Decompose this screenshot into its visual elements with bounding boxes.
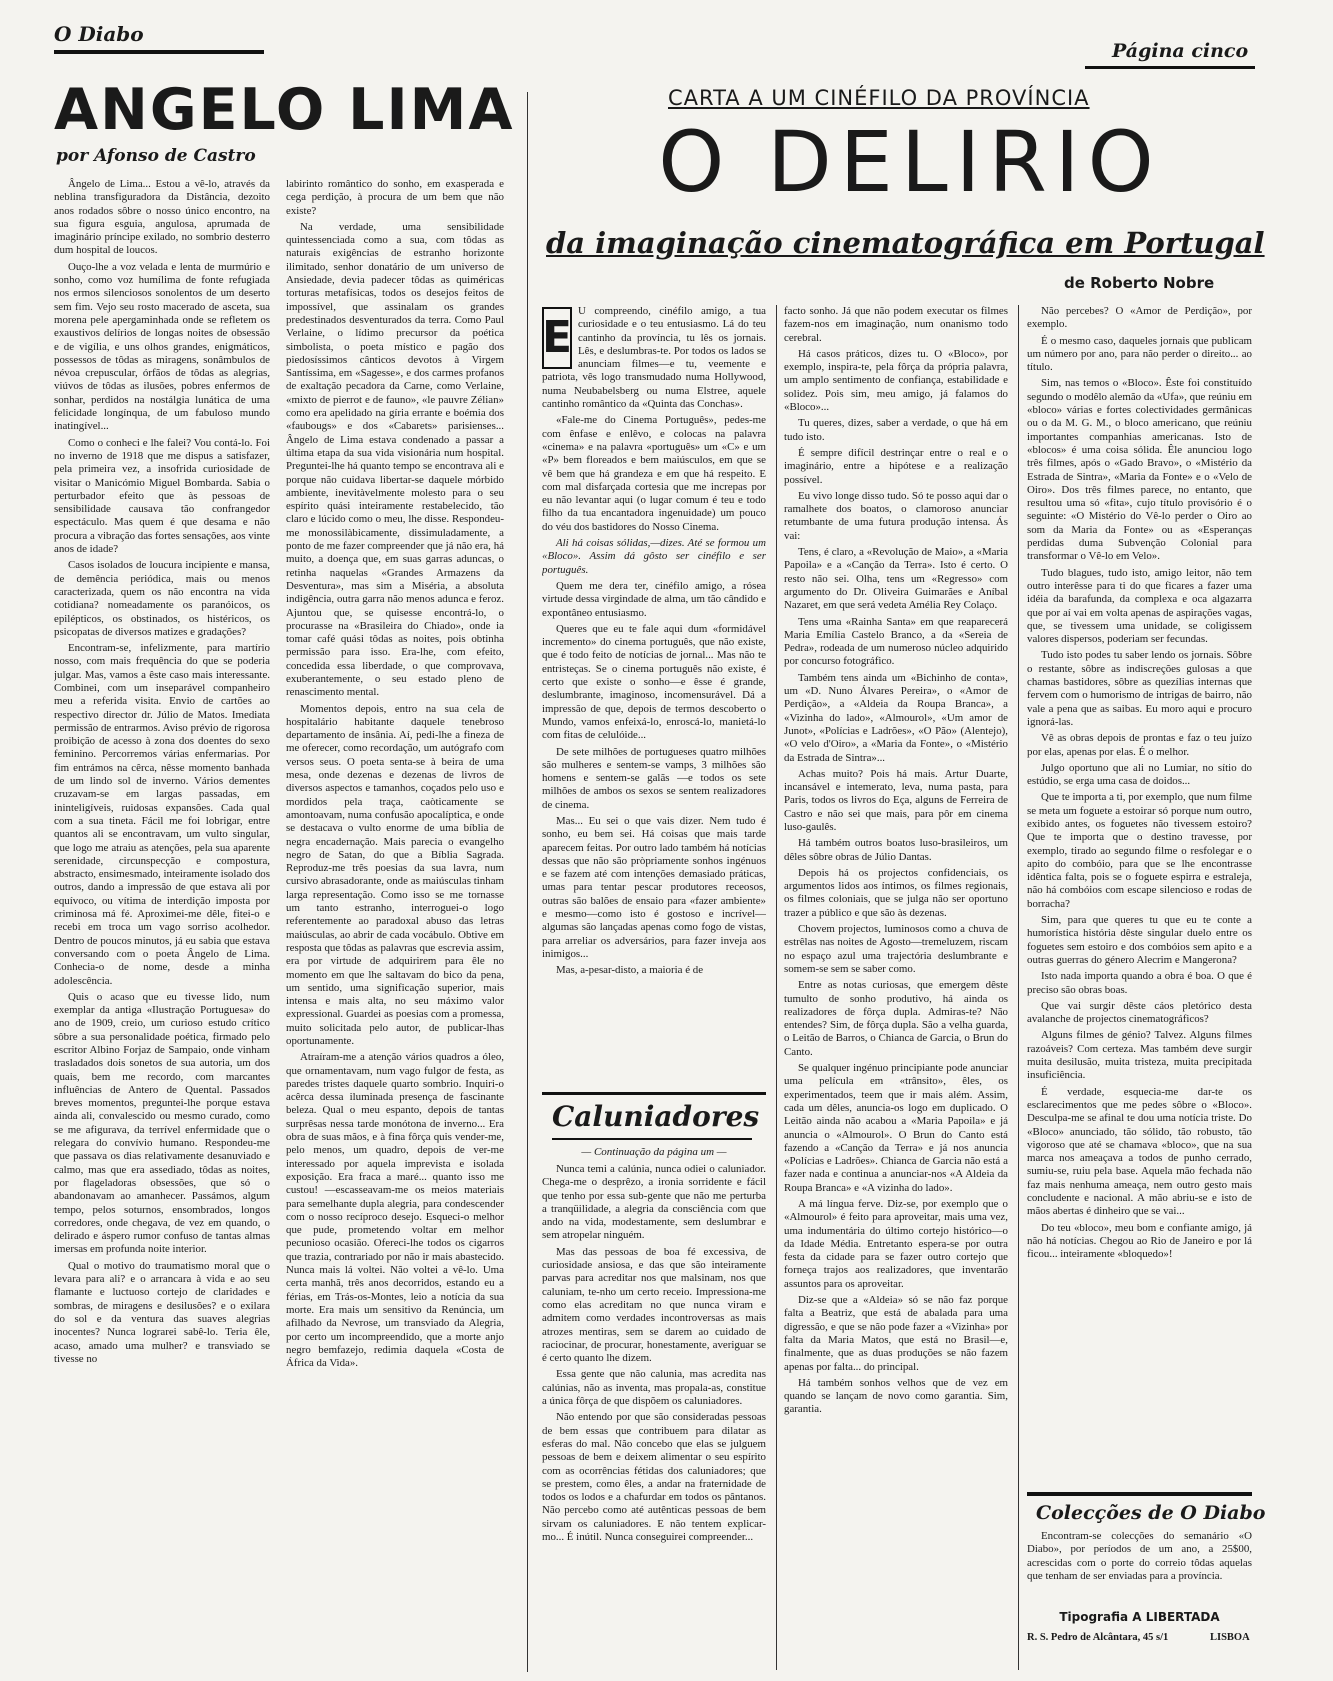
angelo-paragraph: Qual o motivo do traumatismo moral que o levara para ali? e o arrancara à vida e ao seu flamante e luctuoso cortejo de claridades e sombras, de miragens e desilusões? e o exilara do sol e da ventura das suaves alegrias inocentes? Nunca lograrei sabê-lo. Teria êle, acaso, amado uma mulher? e transviado se tivesse no bbox=[54, 1259, 270, 1365]
angelo-column-2 bbox=[286, 178, 504, 1666]
delirio-paragraph: Sim, para que queres tu que eu te conte a humorística história dêste singular duelo entre os foguetes sem estoiro e dos combóios sem apito e a outras guerras do género Alecrim e Mangerona? bbox=[1027, 914, 1252, 966]
delirio-paragraph: facto sonho. Já que não podem executar os filmes fazem-nos em imaginação, num onanismo todo cerebral. bbox=[784, 305, 1008, 344]
delirio-paragraph: Entre as notas curiosas, que emergem dêste tumulto de sonho produtivo, há ainda os realizadores de fôrça dupla. Admiras-te? Não entendes? Sim, de fôrça dupla. São a velha guarda, o Leitão de Barros, o Chianca de Garcia, o Brun do Canto. bbox=[784, 979, 1008, 1058]
delirio-paragraph: Tudo isto podes tu saber lendo os jornais. Sôbre o restante, sôbre as indiscreções gulosas a que chamas bastidores, sôbre as quezílias internas que fervem com o humorismo de intrigas de bairro, não vale a pena que as saibas. Eu moro aqui e procuro ignorá-las. bbox=[1027, 649, 1252, 728]
angelo-paragraph: Na verdade, uma sensibilidade quintessenciada como a sua, com tôdas as naturais exigências de estranho horizonte ilimitado, senhor donatário de um universo de Ansiedade, devia padecer tôdas as quiméricas torturas metafísicas, todos os desejos feitos de impossível, que assinalam os grandes predestinados desventurados da terra. Como Paul Verlaine, o lídimo precursor da poética simbolista, o poeta místico e pagão dos piedosíssimos cânticos devotos à Virgem Santíssima, em «Sagesse», e dos carmes profanos de exaltação pecadora da Carne, como Verlaine, «mixto de pierrot e de fauno», «le pauvre Zélian» como era apelidado na gíria errante e boémia dos «faubougs» e dos «Cabarets» parisienses... Ângelo de Lima estava condenado a passar a última etapa da sua vida visionária num hospital. Preguntei-lhe há quanto tempo se encontrava ali e porque não cuidava libertar-se daquele mórbido ambiente, inevitàvelmente molesto para o seu espírito quási inteiramente restabelecido, tão claro e lúcido como o meu, lhe disse. Respondeu-me monossilàbicamente, dissimuladamente, a ponto de me fazer compreender que já não era, há muito, a doença que, em suas garras aduncas, o retinha naquelas «Grandes Armazens da Desventura», mas sim a Miséria, a absoluta indigência, outra garra não menos adunca e feroz. Ajuntou que, se quisesse encontrá-lo, o procurasse na «Brasileira do Chiado», onde ia tomar café quási tôdas as noites, pois obtinha permissão para isso. Era-lhe, com efeito, concedida essa liberdade, o que comprovava, exuberantemente, o seu estado pleno de renascimento mental. bbox=[286, 220, 504, 699]
angelo-paragraph: Ângelo de Lima... Estou a vê-lo, através da neblina transfiguradora da Distância, dezoito anos rodados sôbre o nosso único encontro, na sua figura esguia, angulosa, aprumada de imaginário príncipe exilado, no sombrio desterro dum hospital de loucos. bbox=[54, 178, 270, 257]
delirio-column-1 bbox=[542, 305, 766, 1085]
header-rule-left bbox=[54, 50, 264, 54]
caluniadores-body bbox=[542, 1163, 766, 1668]
angelo-paragraph: Momentos depois, entro na sua cela de hospitalário habitante daquele tenebroso departamento de insânia. Aí, pedi-lhe a fineza de me oferecer, como recordação, um autógrafo com versos seus. O poeta senta-se à beira de uma mesa, onde dezenas e dezenas de livros de diversos aspectos e tamanhos, coçados pelo uso e mordidos pela traça, caòticamente se amontoavam, numa confusão apocalíptica, e onde se destacava o vulto enorme de uma bíblia de negra encadernação. Mais parecia o evangelho negro de Satan, do que a Bíblia Sagrada. Reproduz-me três poesias da sua lavra, num cursivo abrasadorante, onde as maiúsculas tinham larga representação. Como isso se me tornasse um tanto estranho, interroguei-o logo referentemente ao paradoxal abuso das letras maiúsculas, ao abrir de cada vocábulo. Obtive em resposta que tôdas as palavras que escrevia assim, era por virtude de adquirirem para êle no momento em que lhe saltavam do bico da pena, um sentido, uma significação superior, mais intensa e mais alta, no seu máximo valor expressional. Guardei as poesias com a promessa, muito solicitada pelo autor, de publicar-lhas oportunamente. bbox=[286, 702, 504, 1047]
delirio-paragraph: Achas muito? Pois há mais. Artur Duarte, incansável e intemerato, leva, numa pasta, para Paris, todos os livros do Eça, alguns de Ferreira de Castro e não sei que mais, para pôr em cinema luso-gaulês. bbox=[784, 767, 1008, 833]
delirio-paragraph: Diz-se que a «Aldeia» só se não faz porque falta a Beatriz, que está de abalada para uma digressão, e que se não pode fazer a «Vizinha» por falta da Maria Matos, que está no Brasil—e, finalmente, que as duas produções se não fazem apenas por falta... do principal. bbox=[784, 1294, 1008, 1373]
masthead-left: O Diabo bbox=[54, 22, 144, 46]
delirio-paragraph: Mas... Eu sei o que vais dizer. Nem tudo é sonho, eu bem sei. Há coisas que mais tarde aparecem feitas. Por outro lado também há notícias dessas que não são pròpriamente sonhos ingénuos e se fazem até com intenções demasiado práticas, umas para tentar pescar produtores receosos, outras são balões de ensaio para «fazer ambiente» e mesmo—como isto é gostoso e incrível—algumas são lançadas apenas como fogo de vistas, para arreliar os adversários, para fazer inveja aos inimigos... bbox=[542, 814, 766, 960]
delirio-column-2 bbox=[784, 305, 1008, 1668]
dropcap-letter: E bbox=[542, 312, 573, 363]
angelo-paragraph: Encontram-se, infelizmente, para martírio nosso, com mais frequência do que se poderia julgar. Mas, vamos a êste caso mais interessante. Combinei, com um inseparável companheiro meu a referida visita. Envio de cartões ao respectivo director dr. Júlio de Matos. Imediata permissão de entrarmos. Aviso prévio de rigorosa proibição de acesso à zona dos doentes do sexo feminino. Percorremos várias enfermarias. Por fim entrámos na cêrca, nêsse momento banhada de um lindo sol de inverno. Vários dementes cruzavam-se em largas passadas, em ininteligíveis, ruidosas expansões. Cada qual com a sua tineta. Fácil me foi lobrigar, entre quantos ali se encontravam, um vulto singular, que logo me atraiu as atenções, pela sua aparente serenidade, circunspecção e compostura, abstracto, ensimesmado, inteiramente isolado dos outros, dando a impressão de que estava ali por equívoco, ou vítima de interdição imposta por criminosa má fé. Aproximei-me dêle, fitei-o e recebi em troca um vago sorriso acolhedor. Dentro de poucos minutos, já eu sabia que estava conversando com o poeta Ângelo de Lima. Conhecia-o de nome, desde a minha adolescência. bbox=[54, 642, 270, 987]
delirio-kicker: CARTA A UM CINÉFILO DA PROVÍNCIA bbox=[668, 86, 1090, 110]
coleccoes-top-rule bbox=[1027, 1492, 1252, 1496]
caluniadores-paragraph: Essa gente que não calunia, mas acredita nas calúnias, não as inventa, mas propala-as, constitue a única fôrça de que dispõem os caluniadores. bbox=[542, 1368, 766, 1408]
delirio-paragraph: «Fale-me do Cinema Português», pedes-me com ênfase e enlêvo, e colocas na palavra «cinema» e na palavra «português» um «C» e um «P» bem floreados e bem maiúsculos, em que se vê bem que há grandeza e em que há respeito. E com mal disfarçada cortesia que me increpas por eu não levantar aqui (o lugar comum é teu e todo filho da tua encantadora ingenuidade) um pouco do véu dos bastidores do Nosso Cinema. bbox=[542, 414, 766, 533]
delirio-paragraph: É o mesmo caso, daqueles jornais que publicam um número por ano, para não perder o direito... ao título. bbox=[1027, 334, 1252, 374]
column-divider bbox=[527, 92, 528, 1672]
delirio-paragraph: Sim, nas temos o «Bloco». Êste foi constituído segundo o modêlo alemão da «Ufa», que reúniu em «bloco» várias e fortes colectividades germânicas ou o da M. G. M., o bloco americano, que reúniu importantes companhias americanas. Isto de «blocos» é uma coisa sólida. Êle anunciou logo três filmes, após o «Gado Bravo», o «Mistério da Estrada de Sintra», «Maria da Fonte» e o «Velo de Oiro». Dos três filmes parece, no entanto, que resultou uma só «fita», cujo título provisório é o seguinte: «O Mistério do Vê-lo perder o Oiro ao som da Maria da Fonte» ou as «Esperanças perdidas duma Subvenção Colonial para transformar o Vê-lo em Velo». bbox=[1027, 377, 1252, 563]
caluniadores-paragraph: Mas das pessoas de boa fé excessiva, de curiosidade ansiosa, e das que são inteiramente parvas para acreditar nos que malsinam, nos que caluniam, te-nho um certo receio. Impressiona-me como elas acreditam no que nunca viram e admitem como verdades incontroversas as mais atrozes mentiras, sem se darem ao cuidado de raciocinar, de procurar, honestamente, averiguar se é certo quanto lhe dizem. bbox=[542, 1245, 766, 1365]
delirio-paragraph: De sete milhões de portugueses quatro milhões são mulheres e sentem-se vamps, 3 milhões são homens e sentem-se galãs —e todos os sete milhões de ambos os sexos se sentem realizadores de cinema. bbox=[542, 745, 766, 811]
angelo-paragraph: Atraíram-me a atenção vários quadros a óleo, que ornamentavam, num vago fulgor de festa, as paredes tristes daquele quarto sombrio. Inquiri-o acêrca dessa iluminada presença de fascinante beleza. Qual o meu espanto, depois de tantas surprêsas nessa tarde monótona de inverno... Era obra de suas mãos, e à fina fôrça quis vender-me, pelo menos, um quadro, depois de ver-me interessado por aquela imprevista e isolada exposição. Era fraca a maré... quanto isso me custou! —escasseavam-me os meios materiais para semelhante dupla alegria, para condescender com o nosso recíproco desejo. Esqueci-o melhor que pude, prometendo voltar em melhor pecunioso ocasião. Ofereci-lhe todos os cigarros que trazia, contrariado por não ir mais abastecido. Nunca mais lá voltei. Não voltei a vê-lo. Uma certa manhã, três anos decorridos, estando eu a férias, em Trás-os-Montes, leio a notícia da sua morte. Era mais um sensitivo da Renúncia, um afilhado da Nevrose, um transviado da Alegria, por certo um incompreendido, que a morte anjo negro bemfazejo, redimia daquela «Costa de África da Vida». bbox=[286, 1051, 504, 1370]
delirio-subhead: da imaginação cinematográfica em Portugal bbox=[546, 226, 1265, 260]
caluniadores-underline bbox=[552, 1138, 752, 1140]
delirio-paragraph: Há também sonhos velhos que de vez em quando se lançam de novo como garantia. Sim, garantia. bbox=[784, 1376, 1008, 1416]
caluniadores-paragraph: Nunca temi a calúnia, nunca odiei o caluniador. Chega-me o desprêzo, a ironia sorridente e fácil que tenho por essa sub-gente que não me perturba a tranqüilidade, a alegria da consciência com que ando na vida, modestamente, sem deslumbrar e sem atropelar ninguém. bbox=[542, 1163, 766, 1242]
caluniadores-title: Caluniadores bbox=[552, 1100, 760, 1133]
delirio-paragraph: Tens uma «Rainha Santa» em que reaparecerá Maria Emília Castelo Branco, a da «Sereia de Pedra», rodeada de um numeroso núcleo adquirido por concurso fotográfico. bbox=[784, 615, 1008, 668]
caluniadores-paragraph: Não entendo por que são consideradas pessoas de bem essas que contribuem para dilatar as esferas do mal. Não concebo que elas se julguem pessoas de bem e deixem alimentar o seu espírito com as ocorrências fétidas dos caluniadores; que se prestem, como êles, a andar na fraternidade de todos os lodos e a chafurdar em todos os pântanos. Não percebo como até autênticas pessoas de bem sirvam os caluniadores. E não tentem explicar-mo... É inútil. Nunca conseguirei compreender... bbox=[542, 1411, 766, 1544]
printer-address: R. S. Pedro de Alcântara, 45 s/1 bbox=[1027, 1632, 1169, 1643]
delirio-paragraph: Que te importa a ti, por exemplo, que num filme se meta um foguete a estoirar só porque num outro, exibido antes, os foguetes não tivessem estoiro? Que te importa que o destino travesse, por exemplo, tirado ao segundo filme o resfolegar e o apito do combóio, para que se lhe encontrasse idêntica falta, pois se o foguete espirra e estraleja, não há combóios com escape silencioso e rodas de borracha? bbox=[1027, 791, 1252, 910]
delirio-paragraph: Também tens ainda um «Bichinho de conta», um «D. Nuno Álvares Pereira», o «Amor de Perdição», a «Aldeia da Roupa Branca», a «Vizinha do lado», «Almourol», «Um amor de Junot», «Polícias e Ladrões», «O Pão» (Alentejo), «O velo d'Oiro», a «Maria da Fonte», o «Mistério da Estrada de Sintra»... bbox=[784, 671, 1008, 764]
delirio-paragraph: Não percebes? O «Amor de Perdição», por exemplo. bbox=[1027, 305, 1252, 331]
delirio-paragraph: Mas, a-pesar-disto, a maioria é de bbox=[556, 964, 704, 977]
delirio-paragraph: Tudo blagues, tudo isto, amigo leitor, não tem outro interêsse para ti do que ficares a fazer uma idéia da barafunda, da complexa e oca algazarra que por aí vai em volta apenas de aspirações vagas, que, se tivessem uma unidade, se coligissem valores dispersos, poderiam ser fecundas. bbox=[1027, 566, 1252, 646]
delirio-paragraph: Se qualquer ingénuo principiante pode anunciar uma película em «trânsito», êles, os experimentados, teem que ir mais além. Assim, cada um dêles, anuncia-os logo em duplicado. O Leitão ainda não acabou a «Maria Papoila» e já anuncia o «Almourol». O Brun do Canto está fazendo a «Canção da Terra» e já nos anuncia «Polícias e Ladrões». Chianca de Garcia não está a fazer nada e continua a anunciar-nos «A Aldeia da Roupa Branca» e «A vizinha do lado». bbox=[784, 1062, 1008, 1194]
dropcap-frame bbox=[542, 307, 572, 369]
header-rule-right bbox=[1085, 66, 1255, 69]
angelo-paragraph: Quis o acaso que eu tivesse lido, num exemplar da antiga «Ilustração Portuguesa» do ano de 1909, creio, um curioso estudo crítico sôbre a sua personalidade poética, firmado pelo escritor Albino Forjaz de Sampaio, onde vinham trasladados dois sonetos de sua autoria, um dos quais, bem me recordo, com marcantes influências de Antero de Quental. Passados breves momentos, preguntei-lhe porque estava ainda ali, convalescido ou mesmo curado, como se me afigurava, da terrível enfermidade que o relegara do convívio humano. Respondeu-me que passava os dias relativamente desanuviado e calmo, mas que era assediado, tôdas as noites, por flageladoras obsessões, que só o abandonavam ao amanhecer. Passámos, algum tempo, pelos soturnos, ensombrados, longos corredores, onde chegava, de vez em quando, o delirado e áspero rumor confuso de tantas almas imersas em profunda noite interior. bbox=[54, 990, 270, 1256]
printer-city: LISBOA bbox=[1210, 1632, 1250, 1643]
delirio-paragraph: Tu queres, dizes, saber a verdade, o que há em tudo isto. bbox=[784, 417, 1008, 443]
delirio-byline: de Roberto Nobre bbox=[1064, 274, 1215, 292]
angelo-paragraph: Como o conheci e lhe falei? Vou contá-lo. Foi no inverno de 1918 que me dispus a satisfazer, pela primeira vez, a insofrida curiosidade de visitar o Manicómio Miguel Bombarda. Sabia o perturbador efeito que às pessoas de sensibilidade causava tão confrangedor espectáculo. Mas quem é que desama e não procura a vibração das fortes sensações, aos vinte anos de idade? bbox=[54, 436, 270, 556]
delirio-paragraph: Queres que eu te fale aqui dum «formidável incremento» do cinema português, que não existe, que é todo feito de notícias de jornal... Mas não te entristeças. Se o cinema português não existe, é certo que existe o sonho—e êsse é grande, deslumbrante, imaginoso, incomensurável. Dá a impressão de que, depois de termos descoberto o Mundo, vamos enfeixá-lo, enroscá-lo, manietá-lo com fitas de celulóide... bbox=[542, 622, 766, 742]
delirio-paragraph: Isto nada importa quando a obra é boa. O que é preciso são obras boas. bbox=[1027, 970, 1252, 996]
angelo-paragraph: Casos isolados de loucura incipiente e mansa, de demência periódica, mais ou menos caracterizada, quem os não encontra na vida cotidiana? nomeadamente os paranóicos, os epilépticos, os obstinados, os histéricos, os psicopatas de diversos matizes e gradações? bbox=[54, 559, 270, 638]
angelo-headline: ANGELO LIMA bbox=[54, 77, 515, 143]
coleccoes-body bbox=[1027, 1530, 1252, 1594]
column-divider bbox=[1018, 305, 1019, 1670]
caluniadores-continuation: — Continuação da página um — bbox=[581, 1146, 727, 1158]
delirio-paragraph: Há casos práticos, dizes tu. O «Bloco», por exemplo, inspira-te, pela fôrça da própria palavra, um amplo sentimento de confiança, estabilidade e solidez. Pois sim, meu amigo, já falamos do «Bloco»... bbox=[784, 347, 1008, 414]
angelo-paragraph: labirinto romântico do sonho, em exasperada e cega perdição, à procura de um bem que não existe? bbox=[286, 178, 504, 217]
delirio-paragraph: Há também outros boatos luso-brasileiros, um dêles sôbre obras de Júlio Dantas. bbox=[784, 837, 1008, 863]
delirio-paragraph: Vê as obras depois de prontas e faz o teu juízo por elas, apenas por elas. É o melhor. bbox=[1027, 732, 1252, 758]
caluniadores-top-rule bbox=[542, 1092, 766, 1095]
delirio-paragraph: U compreendo, cinéfilo amigo, a tua curiosidade e o teu entusiasmo. Lá do teu cantinho da província, tu lês os jornais. Lês, e deslumbras-te. Por todos os lados se anunciam filmes—e tu, veemente e patriota, vês logo transmudado numa Hollywood, numa Neubabelsberg ou numa Elstree, aquele cantinho romântico da «Quinta das Conchas». bbox=[542, 305, 766, 411]
angelo-column-1 bbox=[54, 178, 270, 1666]
delirio-headline: O DELIRIO bbox=[658, 113, 1162, 211]
printer-name: Tipografia A LIBERTADA bbox=[1059, 1610, 1220, 1624]
delirio-paragraph: Alguns filmes de génio? Talvez. Alguns filmes razoáveis? Com certeza. Mas também deve surgir muita desilusão, muita tristeza, muita precipitada insuficiência. bbox=[1027, 1029, 1252, 1082]
delirio-paragraph: A má língua ferve. Diz-se, por exemplo que o «Almourol» é feito para aproveitar, mais uma vez, uma indumentária do último cortejo histórico—o da Idade Média. Entretanto espera-se por outra festa da cidade para se fazer outro cortejo que forneça trajos aos realizadores, que inventarão assuntos para os aproveitar. bbox=[784, 1198, 1008, 1290]
delirio-paragraph: Julgo oportuno que ali no Lumiar, no sítio do estúdio, se erga uma casa de doidos... bbox=[1027, 761, 1252, 788]
delirio-paragraph: Que vai surgir dêste cáos pletórico desta avalanche de projectos cinematográficos? bbox=[1027, 999, 1252, 1026]
angelo-paragraph: Ouço-lhe a voz velada e lenta de murmúrio e sonho, como voz humílima de fonte refugiada nos ermos silenciosos sonolentos de um deserto sem fim. Vejo seu rosto macerado de asceta, sua morena pele apergaminhada onde se refletem os exaustivos delírios de longas noites de obsessão e de vigília, e uns olhos grandes, enigmáticos, possessos de tôdas as miragens, sonâmbulos de névoa crepuscular, órfãos de tôdas as alegrias, viúvos de tôdas as ilusões, pobres enfermos de sonhar, perdidos na nostálgia lunática de uma felicidade longínqua, de um fabuloso mundo inatingível... bbox=[54, 260, 270, 433]
delirio-paragraph: Eu vivo longe disso tudo. Só te posso aqui dar o ramalhete dos boatos, o clamoroso anunciar retumbante de uma futura produção intensa. Ás vai: bbox=[784, 489, 1008, 542]
coleccoes-title: Colecções de O Diabo bbox=[1036, 1502, 1266, 1524]
coleccoes-text: Encontram-se colecções do semanário «O Diabo», por períodos de um ano, a 25$00, acrescidas com o porte do correio tôdas aquelas que tenham de ser enviadas para a província. bbox=[1027, 1530, 1252, 1582]
delirio-paragraph: É verdade, esquecia-me dar-te os esclarecimentos que me pedes sôbre o «Bloco». Desculpa-me se afinal te dou uma notícia triste. Do «Bloco» anunciado, tão sólido, tão robusto, tão vigoroso que até se chamava «bloco», que na sua marca nos ameaçava a todos de punho cerrado, sumiu-se, ruiu pela base. Aquela mão fechada não faz mais nenhuma ameaça, nem outro gesto mais concludente e nacional. A mão abriu-se e isto de mãos abertas é dinheiro que se vai... bbox=[1027, 1085, 1252, 1218]
delirio-paragraph: Depois há os projectos confidenciais, os argumentos lidos aos íntimos, os filmes regionais, os filmes coloniais, que se julga não ser oportuno trazer a público e que são às dezenas. bbox=[784, 866, 1008, 919]
delirio-paragraph: Quem me dera ter, cinéfilo amigo, a rósea virtude dessa virgindade de alma, um tão cândido e expontâneo entusiasmo. bbox=[542, 579, 766, 619]
column-divider bbox=[776, 305, 777, 1670]
angelo-byline: por Afonso de Castro bbox=[56, 146, 256, 166]
delirio-paragraph: Ali há coisas sólidas,—dizes. Até se formou um «Bloco». Assim dá gôsto ser cinéfilo e ser português. bbox=[542, 537, 766, 576]
delirio-paragraph: Tens, é claro, a «Revolução de Maio», a «Maria Papoila» e a «Canção da Terra». Isto é certo. O resto não sei. Olha, tens um «Regresso» com argumento do Dr. Oliveira Guimarães e Aníbal Nazaret, em que será vedeta Amélia Rey Colaço. bbox=[784, 546, 1008, 612]
delirio-column-3 bbox=[1027, 305, 1252, 1485]
delirio-paragraph: É sempre difícil destrinçar entre o real e o imaginário, entre a hipótese e a realização possível. bbox=[784, 446, 1008, 486]
delirio-paragraph: Chovem projectos, luminosos como a chuva de estrêlas nas noites de Agosto—tremeluzem, riscam no espaço azul uma trajectória deslumbrante e somem-se sem se saber como. bbox=[784, 923, 1008, 975]
delirio-paragraph: Do teu «bloco», meu bom e confiante amigo, já não há notícias. Chegou ao Rio de Janeiro e por lá ficou... inteiramente «bloquedo»! bbox=[1027, 1221, 1252, 1261]
page-number-label: Página cinco bbox=[1112, 40, 1249, 62]
